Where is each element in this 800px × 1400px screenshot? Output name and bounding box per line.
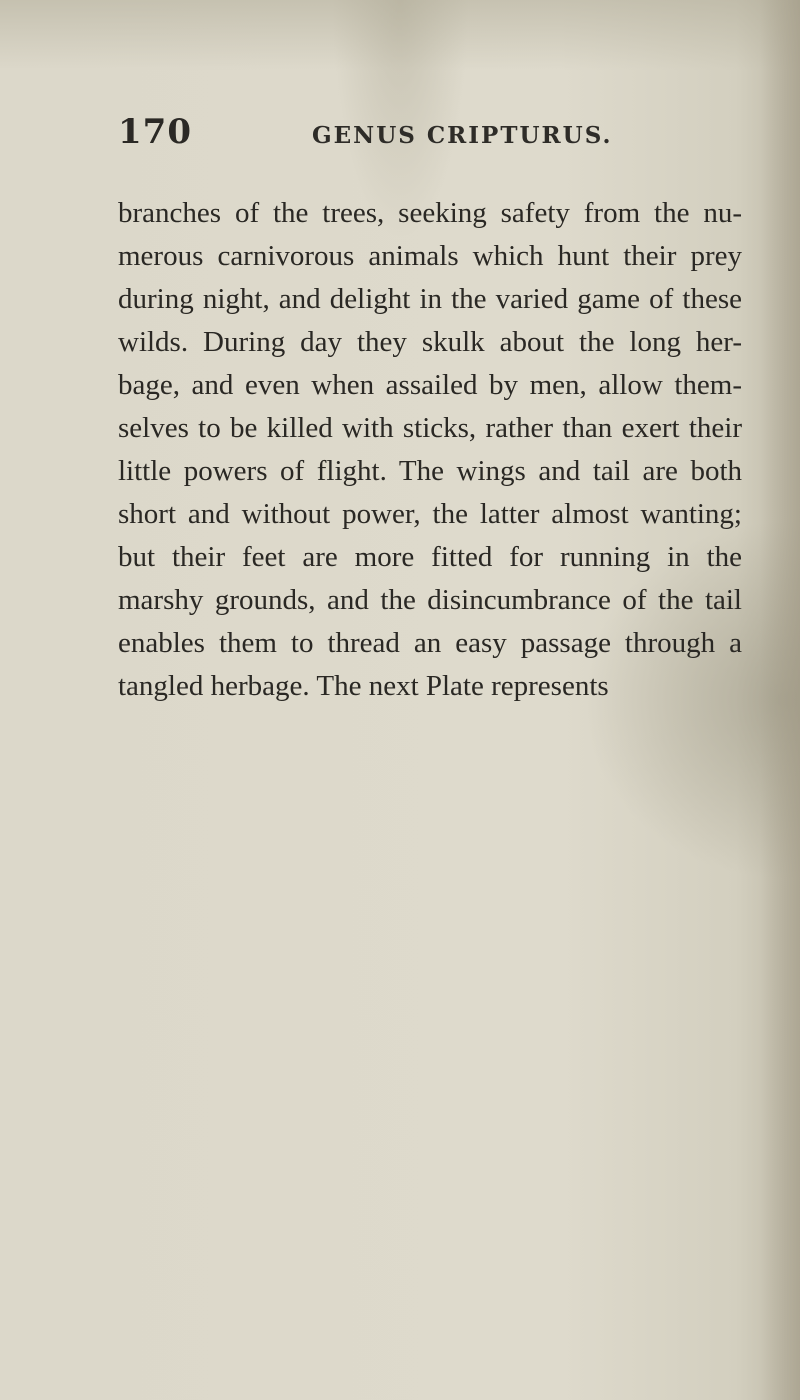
body-text xyxy=(118,192,742,708)
page-number: 170 xyxy=(118,112,192,152)
page-header xyxy=(118,112,738,162)
text-line: bage, and even when assailed by men, allow them- xyxy=(118,369,742,401)
page-edge-stain xyxy=(760,0,800,1400)
text-line: but their feet are more fitted for running in the xyxy=(118,541,742,573)
text-line: enables them to thread an easy passage through a xyxy=(118,627,742,659)
text-line: branches of the trees, seeking safety from the nu- xyxy=(118,197,742,229)
text-line: merous carnivorous animals which hunt their prey xyxy=(118,240,742,272)
text-line: marshy grounds, and the disincumbrance of the tail xyxy=(118,584,742,616)
text-line: during night, and delight in the varied game of these xyxy=(118,283,742,315)
text-line-last: tangled herbage. The next Plate represents xyxy=(118,670,609,702)
text-line: short and without power, the latter almost wanting; xyxy=(118,498,742,530)
running-head: GENUS CRIPTURUS. xyxy=(312,122,613,149)
text-line: wilds. During day they skulk about the long her- xyxy=(118,326,742,358)
page-top-stain xyxy=(0,0,800,70)
text-line: little powers of flight. The wings and tail are both xyxy=(118,455,742,487)
text-line: selves to be killed with sticks, rather than exert their xyxy=(118,412,742,444)
